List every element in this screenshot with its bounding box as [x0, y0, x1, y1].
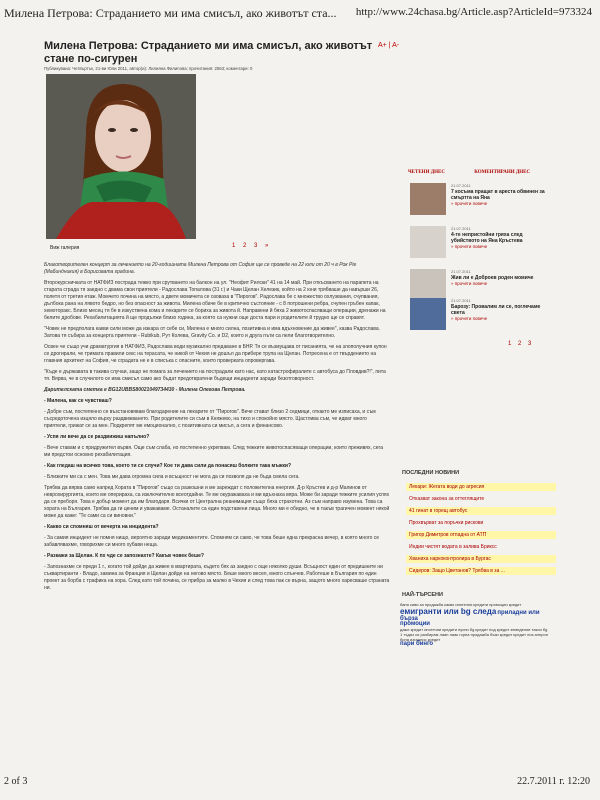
news-title[interactable]: 7 косъма пращат в ареста обвинен за смъртта на Яна — [451, 189, 545, 201]
font-size-controls[interactable]: A+ | A- — [378, 42, 400, 49]
print-footer-datetime: 22.7.2011 г. 12:20 — [517, 776, 590, 787]
gallery-pager — [232, 243, 274, 249]
news-date: 21.07.2011 — [451, 226, 471, 231]
read-more-link[interactable]: » прочети повече — [451, 201, 488, 206]
tag-medium[interactable]: промоции — [400, 621, 430, 627]
sidebar-page-3[interactable]: 3 — [528, 341, 532, 347]
sidebar-page-2[interactable]: 2 — [518, 341, 522, 347]
interview-question: - Успя ли вече да се раздвижиш напълно? — [44, 434, 150, 440]
latest-news-list — [406, 483, 556, 579]
article-paragraph: - Близките ми са с мен. Това ми дава огромна сила и всъщност не мога да си позволя да не бъда смела сега. — [44, 474, 300, 480]
tab-read-today[interactable]: ЧЕТЕНИ ДНЕС — [408, 170, 445, 175]
sidebar-news-item[interactable] — [410, 298, 550, 336]
sidebar-news-item[interactable] — [410, 226, 550, 264]
gallery-next[interactable]: » — [265, 243, 269, 249]
article-paragraph: "Човек не предполага какви сили може да изкара от себе си, Милена е много силна, позитивна и има вдъхновение да живее", казва Радослава. Затова тя събира за концерта приятели - Rubikub, Рут Колева, Gravity Co. и D2, които и друга пъти са пели благотворително. — [44, 326, 381, 339]
latest-news-item[interactable]: Григор Димитров отпадна от АТП — [406, 531, 556, 539]
news-thumbnail — [410, 226, 446, 258]
read-more-link[interactable]: » прочети повече — [451, 316, 488, 321]
news-title[interactable]: Жив ли е Доброев роден момиче — [451, 275, 534, 281]
read-more-link[interactable]: » прочети повече — [451, 244, 488, 249]
print-footer-page: 2 of 3 — [4, 776, 28, 787]
latest-news-item[interactable]: 41 гинат в горещ автобус — [406, 507, 556, 515]
interview-question: - Как гледаш на всичко това, което ти се случи? Кое ти дава сили да понасяш болките така мъжки? — [44, 463, 292, 469]
portrait-image — [46, 74, 196, 239]
tag-large[interactable]: емигранти или bg следа — [400, 607, 497, 616]
news-thumbnail — [410, 183, 446, 215]
article-photo[interactable] — [46, 74, 196, 239]
interview-question: - Милена, как се чувстваш? — [44, 398, 112, 404]
news-date: 21.07.2011 — [451, 183, 471, 188]
article-title: Милена Петрова: Страданието ми има смисъл, ако животът стане по-сигурен — [44, 40, 373, 65]
news-date: 21.07.2011 — [451, 269, 471, 274]
print-header-url: http://www.24chasa.bg/Article.asp?ArticleId=973324 — [355, 6, 592, 18]
latest-news-heading: ПОСЛЕДНИ НОВИНИ — [402, 470, 460, 476]
article-paragraph: Благотворителен концерт за лечението на 20-годишната Милена Петрова от София ще се проведе на 22 юли от 20 ч в Рок Pie (Мабиндникия) в Борисовата градина. — [44, 262, 357, 275]
latest-news-item[interactable]: Лекари: Жегата води до агресия — [406, 483, 556, 491]
gallery-page-1[interactable]: 1 — [232, 243, 236, 249]
news-thumbnail — [410, 269, 446, 301]
news-thumbnail — [410, 298, 446, 330]
news-title[interactable]: 4-те непристойни гряха след убийството на Яна Кръстева — [451, 232, 523, 244]
sidebar-news-item[interactable] — [410, 183, 550, 221]
search-tags — [400, 602, 550, 647]
latest-news-item[interactable]: Хваниха наркоконтролира в Бургас — [406, 555, 556, 563]
gallery-page-3[interactable]: 3 — [254, 243, 258, 249]
latest-news-item[interactable]: Отказват закона за оттеглящите — [409, 496, 485, 502]
latest-news-item[interactable]: Сидеров: Защо Цветанов? Трябва в за ... — [406, 567, 556, 575]
interview-question: - Какво си спомняш от вечерта на инцидента? — [44, 524, 159, 530]
news-date: 21.07.2011 — [451, 298, 471, 303]
tags-line[interactable]: даже кредит ипотечни кредити пусни бg кредит под кредит земеделие такси бg 1 тъдяз си разбирам лаан лаак горна продажба бъзи кредит кредит лиз алпрон бона изгадлис кредит — [400, 627, 548, 642]
article-paragraph: Второкурсничката от НАТФИЗ пострада тежко при срутването на балкон на ул. "Неофит Рилски" 41 на 14 май. При откъсването на парапета на старата сграда тя заедно с двама свои приятели - Радослава Топалова (31 г.) и Чаки Щелан Хелезик, който на 2 юни трябваше да навърши 26, полетя от третия етаж. Момчето почина на място, а двете момичета се озоваха в "Пирогов". Радослава бе с множество охлузвания, счупвания, дълбока рана на лявото бедро, но без опасност за живота. Милена обаче бе в критично състояние - с 8 потрошени ребра, счупен гръбен капак, хемоторакс. Близо месец тя бе в изкуствена кома и лекарите се бориха за живота й. Направени й бяха 2 животоспасяващи операции, дренажи на белите дробове. Рехабилитацията й ще продължи близо година, за която са нужни още доста пари и родителите й трудно ще се справят. — [44, 280, 386, 321]
article-paragraph: - Добре съм, постепенно се възстановявам благодарение на лекарите от "Пирогов". Вече стават близо 2 седмици, откакто ме изписаха, и съм съсредоточена изцяло върху раздвижването. При родителите си съм в Княжево, на тихо и спокойно място. Щастлива съм, че идват много приятели, грижат се за мен. Подкрепят ме емоционално, с позитивната си мисъл, а сега и финансово. — [44, 409, 376, 429]
article-body — [44, 262, 390, 596]
most-searched-heading: НАЙ-ТЪРСЕНИ — [402, 592, 443, 598]
tags-line[interactable]: баня сиви за продажба какво ипотечни кредити промоции кредит — [400, 602, 522, 607]
interview-question: - Разкажи за Щелан. К пх чде се запознахте? Какъв човек беше? — [44, 553, 204, 559]
gallery-link[interactable]: Виж галерия — [50, 245, 80, 251]
sidebar-pager — [508, 341, 536, 347]
latest-news-item[interactable]: Индии чистят водата в залива Бриксс — [409, 544, 497, 550]
article-paragraph: Дарителската сметка е BG12UBBS80021049734430 - Милена Олегова Петрова. — [44, 387, 246, 393]
article-paragraph: - Вече ставам и с придружител вървя. Още съм слаба, но постепенно укрепвам. След тежките животоспасяващи операции, които преживях, сега ми предстои основно рехабилитация. — [44, 445, 384, 458]
article-paragraph: - За самия инцидент не помня нищо, вероятно заради медикаментите. Спомням си само, че това беше една прекрасна вечер, в която много се забавлявахме, говорихме си много хубави неща. — [44, 535, 380, 548]
sidebar-page-1[interactable]: 1 — [508, 341, 512, 347]
read-more-link[interactable]: » прочети повече — [451, 281, 488, 286]
article-meta: Публикувана: Четвъртък, 21-ви Юли 2011, автор(и): Лилияна Филипова; прочитания: 2563; коментари: 0 — [44, 66, 253, 71]
article-paragraph: - Запознахме се преди 1 г., когато той дойде да живее в квартирата, където бях аз заедно с още няколко души. Всъщност един от предишните ни съквартиранти - Владо, замина за Франция и Щелан дойде на негово място. Беше много весел, много слънчев. Работеше в България по един проект за борба с трафика на хора. След като той почина, се прибра за малко в Чехия и след това пак се върна, защото много харесваше страната ни. — [44, 564, 390, 591]
tag-medium[interactable]: пари бинго — [400, 641, 434, 647]
article-paragraph: Трябва да вярва само напред Хората в "Пирогов" също са разкошни и ме зареждат с положителна енергия. Д-р Кръстев и д-р Малинов от неврохирургията, които ме оперираха, са изключително всеотдайни. Те ме окуражаваха и ми вдъхнаха вяра. Може би заради тежките усилия успях да се преборя. Това е добър момент да им благодаря. Всички от Централна реанимация също бяха страхотни. Аз съм направо изумена. Това са хората на България. Трябва да ги ценим и уважаваме. Останалите са един подставени лица. Много ми е обидно, че в такъв трагичен момент някой може да каже: "Те сами са си виновни." — [44, 485, 390, 519]
article-paragraph: "Къде е държавата в такива случаи, защо не помага за лечението на пострадали като нас, като катастрофиралите с автобуса до Пловдив?!", пита тя. Вярва, че в случилото се има смисъл само ако бъдат предотвратени бъдещи инциденти заради безотговорност. — [44, 369, 386, 382]
sidebar-tabs — [408, 170, 558, 175]
print-header-title: Милена Петрова: Страданието ми има смисъл, ако животът ста... — [4, 6, 337, 20]
latest-news-item[interactable]: Прохвърват за поръчки рискови — [409, 520, 484, 526]
gallery-page-2[interactable]: 2 — [243, 243, 247, 249]
article-paragraph: Освен че също учи драматургия в НАТФИЗ, Радослава води музикално предаване в БНР. Тя се възмущава от писанията, че на злополучния купон се дрогирали, че тримата правили секс на терасата, че никой от Чехия не дошъл да прибере трупа на Щелан. Потресена е от твърдението на главния архитект на София, че сградата не е в списъка с опасните, които проверката опровергава. — [44, 344, 387, 364]
tab-commented-today[interactable]: КОМЕНТИРАНИ ДНЕС — [474, 170, 531, 175]
news-title[interactable]: Барозу: Провалим ли се, поглечаме света — [451, 304, 541, 316]
tag-medium[interactable]: приладни или бърза — [400, 610, 540, 622]
